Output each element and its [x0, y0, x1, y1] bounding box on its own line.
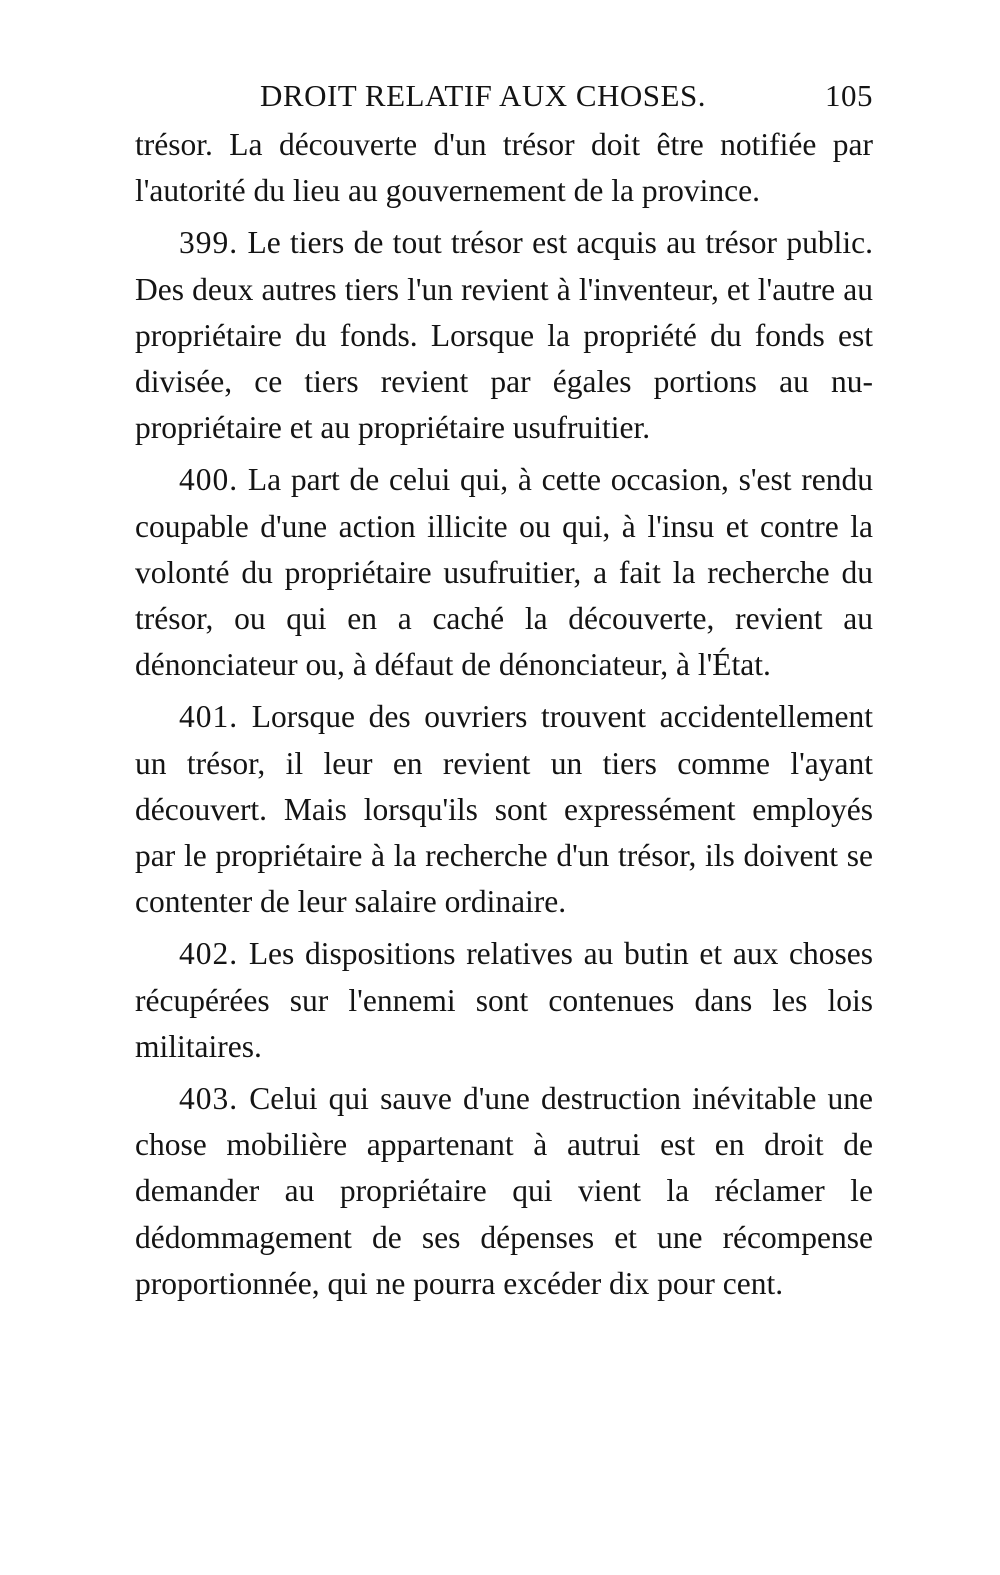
paragraph-text: Lorsque des ouvriers trouvent accidentellement un trésor, il leur en revient un tiers comme l'ayant découvert. Mais lorsqu'ils sont expressément employés par le propriétaire à la recherche d'un trésor, ils doivent se contenter de leur salaire ordinaire. — [135, 699, 873, 920]
article-401 — [135, 694, 873, 925]
book-page — [135, 78, 873, 1307]
article-403 — [135, 1076, 873, 1307]
running-title: DROIT RELATIF AUX CHOSES. — [260, 78, 706, 113]
paragraph-text: Celui qui sauve d'une destruction inévitable une chose mobilière appartenant à autrui est en droit de demander au propriétaire qui vient la réclamer le dédommagement de ses dépenses et une récompense proportionnée, qui ne pourra excéder dix pour cent. — [135, 1081, 873, 1301]
paragraph-text: La part de celui qui, à cette occasion, s'est rendu coupable d'une action illicite ou qui, à l'insu et contre la volonté du propriétaire usufruitier, a fait la recherche du trésor, ou qui en a caché la découverte, revient au dénonciateur ou, à défaut de dénonciateur, à l'État. — [135, 462, 873, 683]
article-400 — [135, 457, 873, 688]
page-number: 105 — [825, 78, 873, 113]
article-402 — [135, 931, 873, 1070]
article-number: 399. — [179, 225, 239, 261]
paragraph-text: Le tiers de tout trésor est acquis au trésor public. Des deux autres tiers l'un revient à l'inventeur, et l'autre au propriétaire du fonds. Lorsque la propriété du fonds est divisée, ce tiers revient par égales portions au nu-propriétaire et au propriétaire usufruitier. — [135, 225, 873, 446]
article-number: 400. — [179, 462, 239, 498]
paragraph-text: Les dispositions relatives au butin et aux choses récupérées sur l'ennemi sont contenues dans les lois militaires. — [135, 936, 874, 1064]
paragraph-text: trésor. La découverte d'un trésor doit être notifiée par l'autorité du lieu au gouvernement de la province. — [135, 127, 873, 209]
body-text — [135, 122, 873, 1307]
article-number: 402. — [179, 936, 239, 972]
running-head — [135, 78, 873, 122]
article-number: 403. — [179, 1081, 239, 1117]
article-399 — [135, 220, 873, 451]
article-number: 401. — [179, 699, 239, 735]
paragraph-continued — [135, 122, 873, 214]
